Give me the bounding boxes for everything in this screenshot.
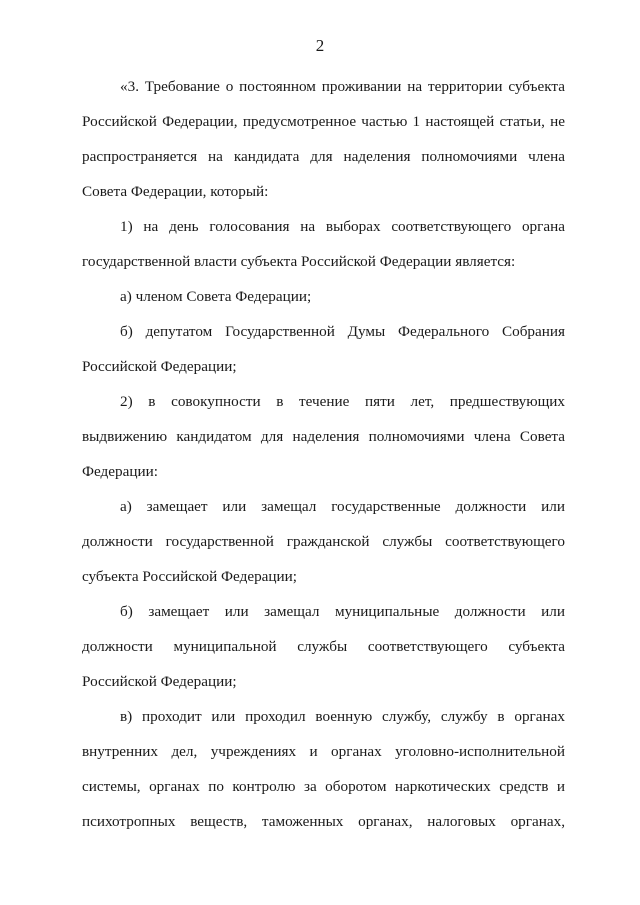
- paragraph-subitem-1a: а) членом Совета Федерации;: [120, 288, 312, 305]
- page-number: 2: [315, 36, 325, 55]
- paragraph-item-3: «3. Требование о постоянном проживании на территории субъекта Российской Федерации, предусмотренное частью 1 настоящей статьи, не распространяется на кандидата для наделения полномочиями члена Совета Федерации, который:: [82, 78, 565, 200]
- paragraph-subitem-2b: б) замещает или замещал муниципальные должности или должности муниципальной службы соответствующего субъекта Российской Федерации;: [82, 603, 565, 690]
- paragraph-subitem-1b: б) депутатом Государственной Думы Федерального Собрания Российской Федерации;: [82, 323, 565, 375]
- paragraph-subitem-1: 1) на день голосования на выборах соответствующего органа государственной власти субъекта Российской Федерации является:: [82, 218, 565, 270]
- document-body: [82, 69, 565, 839]
- paragraph-subitem-2v: в) проходит или проходил военную службу, службу в органах внутренних дел, учреждениях и органах уголовно-исполнительной системы, органах по контролю за оборотом наркотических средств и психотропных веществ, таможенных органах, налоговых органах,: [82, 708, 565, 830]
- paragraph-subitem-2a: а) замещает или замещал государственные должности или должности государственной гражданской службы соответствующего субъекта Российской Федерации;: [82, 498, 565, 585]
- paragraph-subitem-2: 2) в совокупности в течение пяти лет, предшествующих выдвижению кандидатом для наделения полномочиями члена Совета Федерации:: [82, 393, 565, 480]
